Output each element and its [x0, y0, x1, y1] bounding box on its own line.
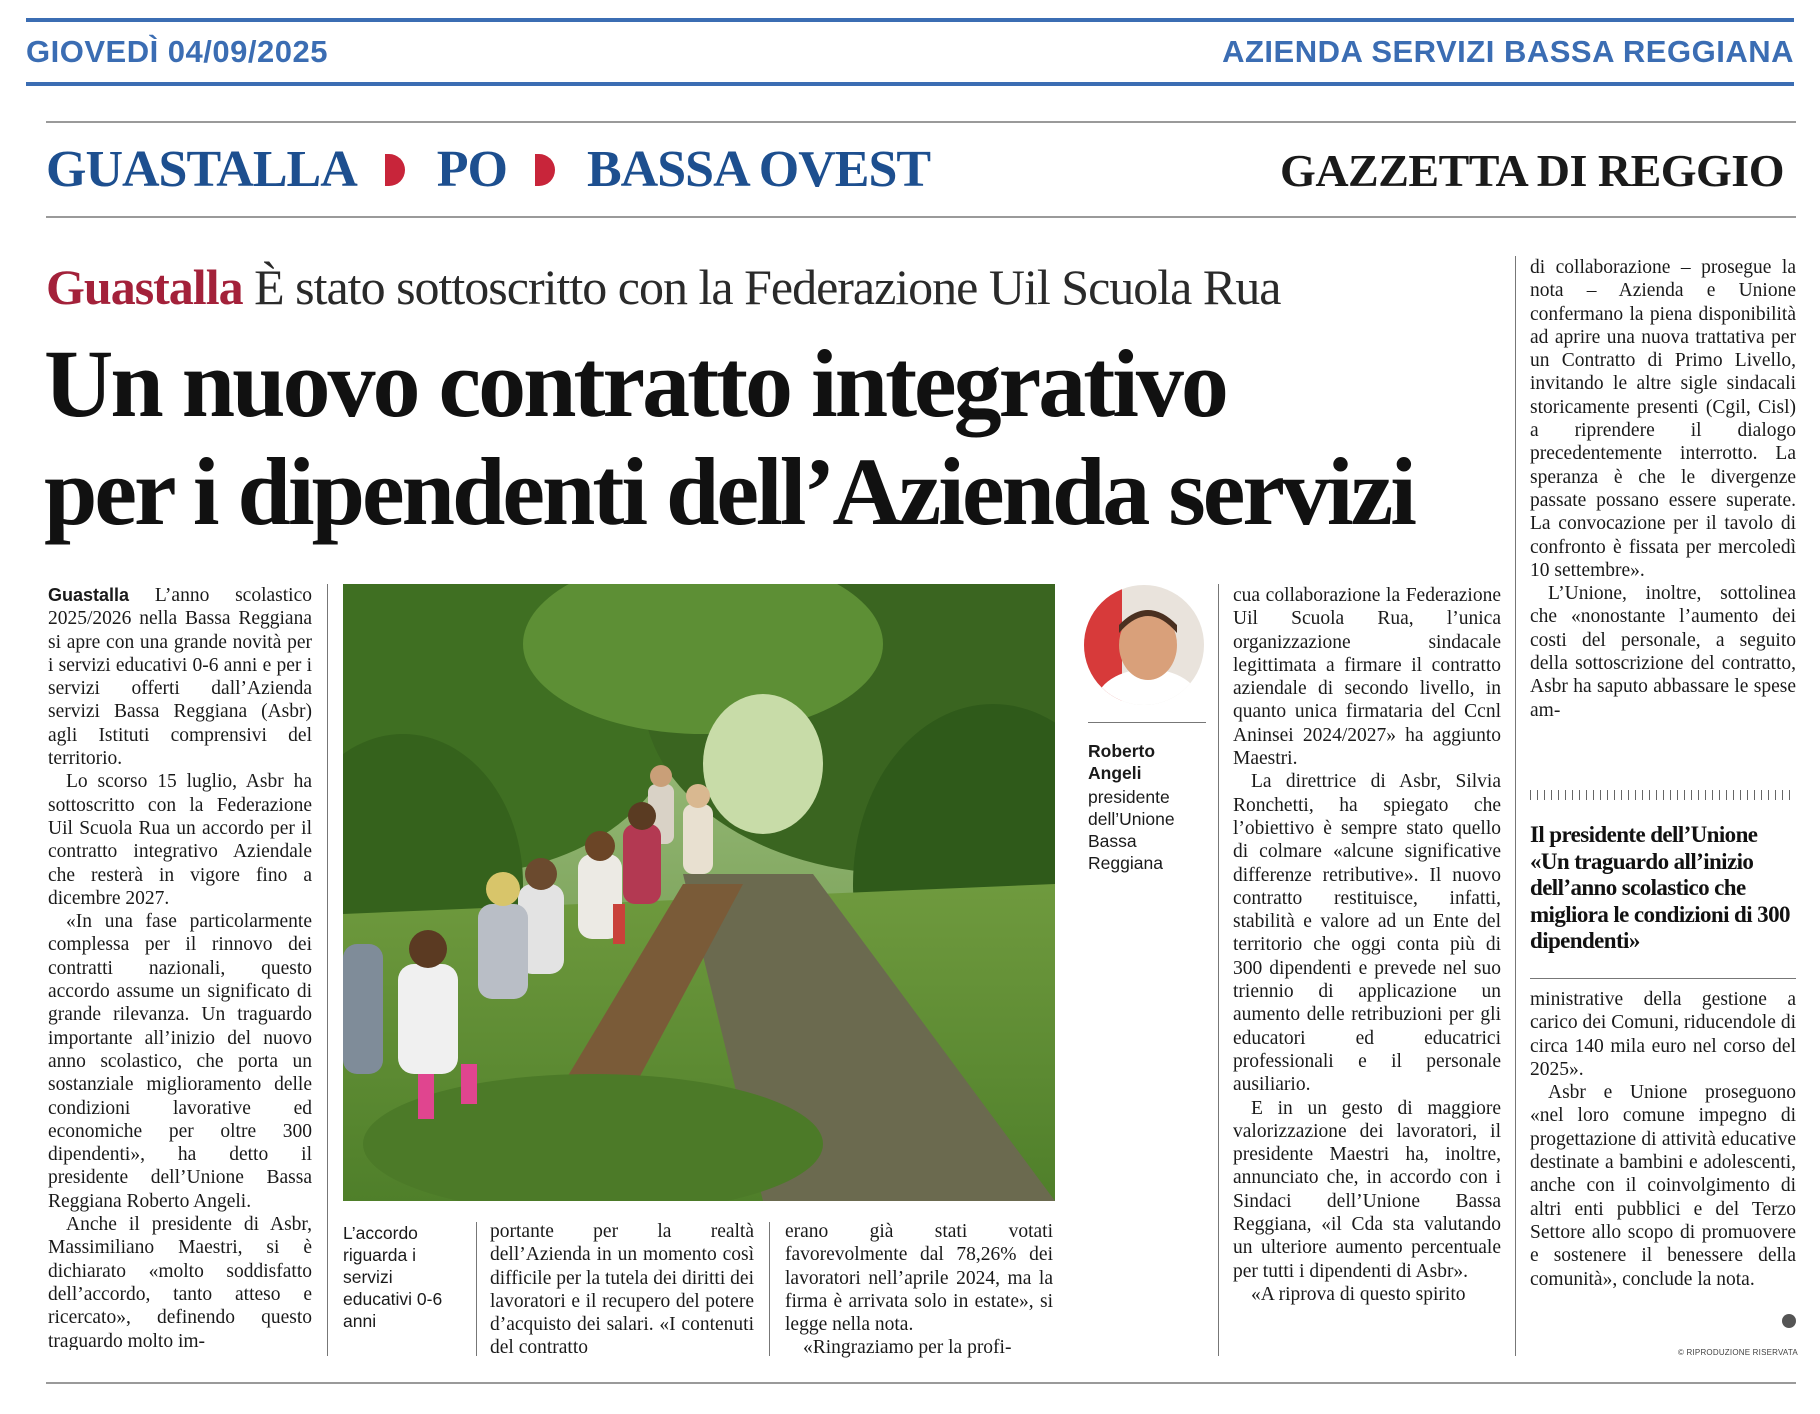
- article-end-dot-icon: [1782, 1314, 1796, 1328]
- column-paragraph: erano già stati votati favorevolmente dal 78,26% dei lavoratori nell’aprile 2024, ma la firma è arrivata solo in estate», si legge nella nota.: [785, 1221, 1053, 1336]
- clip-date: GIOVEDÌ 04/09/2025: [26, 34, 328, 69]
- column-paragraph: Lo scorso 15 luglio, Asbr ha sottoscritto con la Federazione Uil Scuola Rua un accordo per il contratto integrativo Aziendale che resterà in vigore fino a dicembre 2027.: [48, 771, 312, 909]
- column-paragraph: Asbr e Unione proseguono «nel loro comune impegno di progettazione di attività educative destinate a bambini e adolescenti, anche con il coinvolgimento di altri enti pubblici e del Terzo Settore allo scopo di promuovere e sostenere il benessere della comunità», conclude la nota.: [1530, 1082, 1796, 1290]
- column-paragraph: ministrative della gestione a carico dei Comuni, riducendole di circa 140 mila euro nel corso del 2025».: [1530, 989, 1796, 1080]
- article-column-2: [490, 1220, 754, 1360]
- column-paragraph: «Ringraziamo per la profi-: [803, 1337, 1012, 1359]
- section-item-guastalla: GUASTALLA: [46, 141, 357, 198]
- column-divider: [476, 1222, 477, 1356]
- column-paragraph: di collaborazione – prosegue la nota – Azienda e Unione confermano la piena disponibilità ad aprire una nuova trattativa per un Contratto di Primo Livello, invitando le altre sigle sindacali storicamente presenti (Cgil, Cisl) a riprendere il dialogo precedentemente interrotto. La speranza è che le divergenze passate possano essere superate. La convocazione per il tavolo di confronto è fissata per mercoledì 10 settembre».: [1530, 257, 1796, 581]
- section-item-bassa-ovest: BASSA OVEST: [587, 141, 931, 198]
- top-rule: [46, 121, 1796, 123]
- article-headline: [44, 330, 1514, 546]
- section-breadcrumb: [46, 140, 930, 199]
- kicker-text: È stato sottoscritto con la Federazione Uil Scuola Rua: [242, 259, 1281, 315]
- article-column-5-top: [1530, 256, 1796, 722]
- column-paragraph: Anche il presidente di Asbr, Massimiliano Maestri, si è dichiarato «molto soddisfatto dell’accordo, tanto atteso e ricercato», definendo questo traguardo molto im-: [48, 1214, 312, 1350]
- pullquote-tick-rule: [1530, 790, 1796, 800]
- portrait-role: presidente dell’Unione Bassa Reggiana: [1088, 787, 1175, 873]
- dateline: Guastalla: [48, 585, 130, 605]
- portrait-photo: [1084, 585, 1204, 705]
- section-rule: [46, 216, 1796, 218]
- section-arrow-icon: [535, 154, 555, 186]
- newspaper-masthead: GAZZETTA DI REGGIO: [1280, 145, 1784, 196]
- copyright-notice: © RIPRODUZIONE RISERVATA: [1678, 1348, 1798, 1357]
- article-column-1: [48, 584, 312, 1350]
- column-divider: [769, 1222, 770, 1356]
- article-column-4: [1233, 584, 1501, 1306]
- clip-top-bar: [26, 18, 1794, 22]
- clip-bottom-bar: [26, 82, 1794, 86]
- portrait-rule: [1088, 722, 1206, 723]
- column-paragraph: portante per la realtà dell’Azienda in un momento così difficile per la tutela dei diritti dei lavoratori e il recupero del potere d’acquisto dei salari. «I contenuti del contratto: [490, 1221, 754, 1359]
- bottom-rule: [46, 1382, 1796, 1384]
- column-paragraph: Guastalla L’anno scolastico 2025/2026 nella Bassa Reggiana si apre con una grande novità per i servizi educativi 0-6 anni e per i servizi offerti dall’Azienda servizi Bassa Reggiana (Asbr) agli Istituti comprensivi del territorio.: [48, 585, 312, 770]
- column-paragraph: L’Unione, inoltre, sottolinea che «nonostante l’aumento dei costi del personale, a seguito della sottoscrizione del contratto, Asbr ha saputo abbassare le spese am-: [1530, 583, 1796, 721]
- column-paragraph: «A riprova di questo spirito: [1251, 1283, 1466, 1305]
- roberto-angeli-portrait: [1084, 585, 1204, 705]
- column-paragraph: cua collaborazione la Federazione Uil Scuola Rua, l’unica organizzazione sindacale legittimata a firmare il contratto aziendale di secondo livello, in quanto unica firmataria del Ccnl Aninsei 2024/2027» ha aggiunto Maestri.: [1233, 585, 1501, 770]
- photo-caption: L’accordo riguarda i servizi educativi 0-6 anni: [343, 1223, 443, 1331]
- portrait-name: Roberto Angeli: [1088, 741, 1156, 783]
- column-paragraph: La direttrice di Asbr, Silvia Ronchetti, ha spiegato che l’obiettivo è sempre stato quello di colmare «alcune significative differenze retributive». Il nuovo contratto restituisce, infatti, stabilità e valore ad un Ente del territorio che oggi conta più di 300 dipendenti e prevede nel suo triennio di applicazione un aumento delle retribuzioni per gli educatori ed educatrici professionali e il personale ausiliario.: [1233, 771, 1501, 1096]
- column-divider: [1218, 584, 1219, 1356]
- pullquote-bottom-rule: [1530, 978, 1796, 979]
- headline-line-2: per i dipendenti dell’Azienda servizi: [44, 438, 1414, 545]
- column-divider: [327, 584, 328, 1356]
- article-column-5-bottom: [1530, 988, 1796, 1291]
- column-paragraph: E in un gesto di maggiore valorizzazione dei lavoratori, il presidente Maestri ha, inoltre, annunciato che, in accordo con i Sindaci dell’Unione Bassa Reggiana, «il Cda sta valutando un ulteriore aumento percentuale per tutti i dipendenti di Asbr».: [1233, 1097, 1501, 1282]
- article-column-3: [785, 1220, 1053, 1360]
- article-kicker: [46, 258, 1280, 316]
- pull-quote: Il presidente dell’Unione «Un traguardo all’inizio dell’anno scolastico che migliora le condizioni di 300 dipendenti»: [1530, 822, 1790, 953]
- article-photo: [343, 584, 1055, 1201]
- section-arrow-icon: [385, 154, 405, 186]
- section-item-po: PO: [436, 141, 507, 198]
- clip-source: AZIENDA SERVIZI BASSA REGGIANA: [1222, 34, 1794, 69]
- column-divider: [1515, 256, 1516, 1356]
- headline-line-1: Un nuovo contratto integrativo: [44, 330, 1226, 437]
- children-walking-in-woods-photo: [343, 584, 1055, 1201]
- kicker-place: Guastalla: [46, 259, 243, 315]
- column-paragraph: «In una fase particolarmente complessa per il rinnovo dei contratti nazionali, questo accordo assume un significato di grande rilevanza. Un traguardo importante all’inizio del nuovo anno scolastico, che porta un sostanziale miglioramento delle condizioni lavorative ed economiche per oltre 300 dipendenti», ha detto il presidente dell’Unione Bassa Reggiana Roberto Angeli.: [48, 911, 312, 1212]
